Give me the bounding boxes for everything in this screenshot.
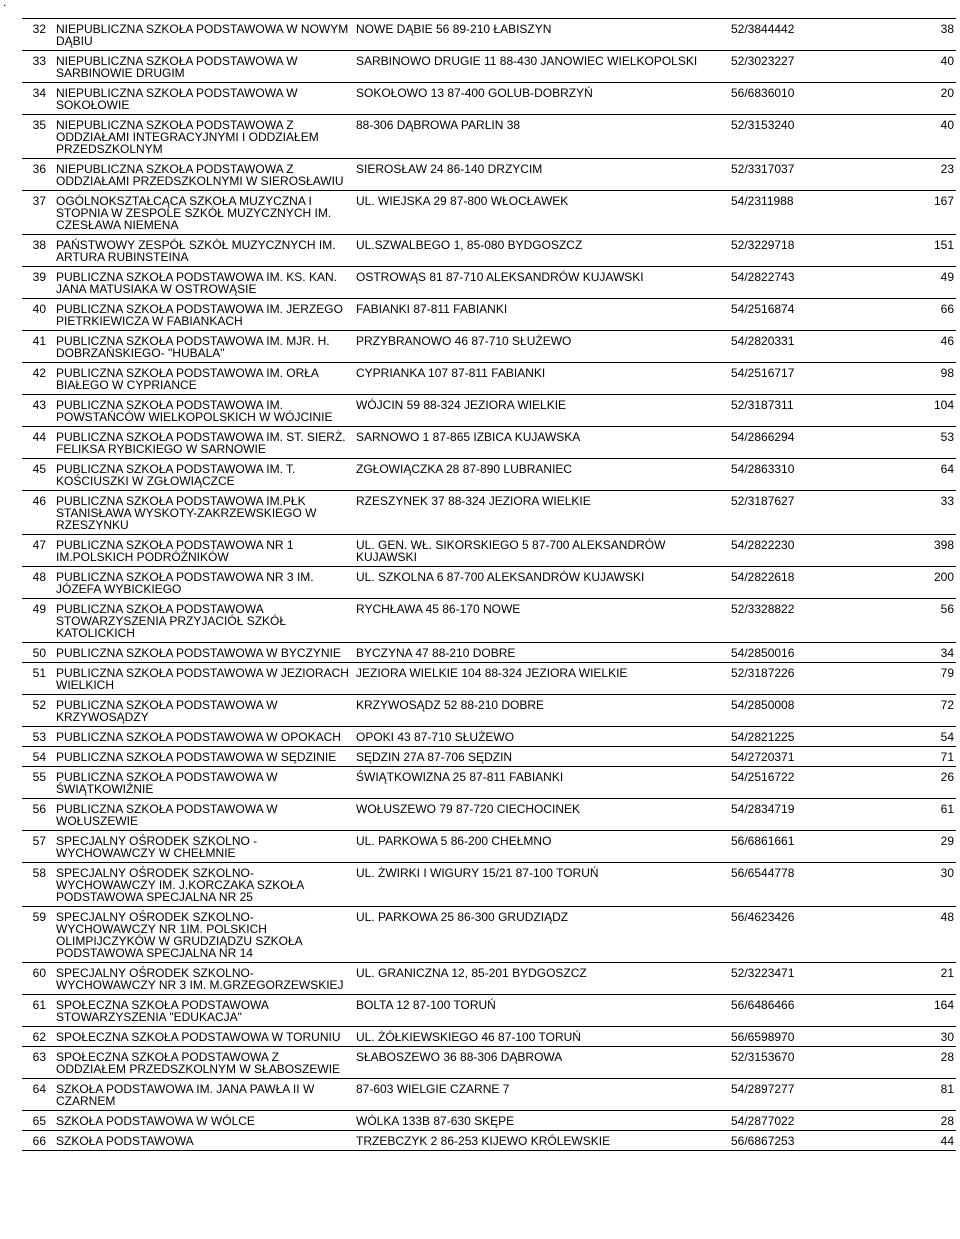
- school-address: TRZEBCZYK 2 86-253 KIJEWO KRÓLEWSKIE: [356, 1134, 611, 1148]
- row-number: 34: [32, 86, 46, 100]
- school-address: NOWE DĄBIE 56 89-210 ŁABISZYN: [356, 22, 552, 36]
- school-phone: 52/3187226: [731, 666, 795, 680]
- table-row: [22, 1131, 956, 1151]
- school-name: PAŃSTWOWY ZESPÓŁ SZKÓŁ MUZYCZNYCH IM. ARTURA RUBINSTEINA: [56, 238, 336, 264]
- student-count: 21: [940, 966, 954, 980]
- row-number: 56: [32, 802, 46, 816]
- school-name: PUBLICZNA SZKOŁA PODSTAWOWA W KRZYWOSĄDZY: [56, 698, 278, 724]
- school-address: SOKOŁOWO 13 87-400 GOLUB-DOBRZYŃ: [356, 86, 593, 100]
- school-name: SPOŁECZNA SZKOŁA PODSTAWOWA W TORUNIU: [56, 1030, 341, 1044]
- row-number: 58: [32, 866, 46, 880]
- school-name: PUBLICZNA SZKOŁA PODSTAWOWA STOWARZYSZENIA PRZYJACIÓŁ SZKÓŁ KATOLICKICH: [56, 602, 287, 640]
- row-number: 44: [32, 430, 46, 444]
- student-count: 33: [940, 494, 954, 508]
- student-count: 104: [933, 398, 954, 412]
- row-number: 36: [32, 162, 46, 176]
- school-name: SPECJALNY OŚRODEK SZKOLNO-WYCHOWAWCZY IM. J.KORCZAKA SZKOŁA PODSTAWOWA SPECJALNA NR 25: [56, 866, 304, 904]
- row-number: 62: [32, 1030, 46, 1044]
- row-number: 61: [32, 998, 46, 1012]
- school-name: NIEPUBLICZNA SZKOŁA PODSTAWOWA W SARBINOWIE DRUGIM: [56, 54, 298, 80]
- table-row: [22, 963, 956, 995]
- row-number: 65: [32, 1114, 46, 1128]
- student-count: 66: [940, 302, 954, 316]
- student-count: 64: [940, 462, 954, 476]
- schools-table: [22, 18, 956, 1151]
- school-phone: 56/6867253: [731, 1134, 795, 1148]
- school-phone: 52/3317037: [731, 162, 795, 176]
- school-name: OGÓLNOKSZTAŁCĄCA SZKOŁA MUZYCZNA I STOPNIA W ZESPOLE SZKÓŁ MUZYCZNYCH IM. CZESŁAWA NIEMENA: [56, 194, 332, 232]
- school-phone: 54/2822743: [731, 270, 795, 284]
- school-name: PUBLICZNA SZKOŁA PODSTAWOWA IM. ORŁA BIAŁEGO W CYPRIANCE: [56, 366, 319, 392]
- row-number: 32: [32, 22, 46, 36]
- student-count: 151: [933, 238, 954, 252]
- school-phone: 56/6836010: [731, 86, 795, 100]
- table-row: [22, 831, 956, 863]
- table-row: [22, 863, 956, 907]
- student-count: 71: [940, 750, 954, 764]
- school-phone: 54/2516722: [731, 770, 795, 784]
- table-row: [22, 747, 956, 767]
- school-address: ZGŁOWIĄCZKA 28 87-890 LUBRANIEC: [356, 462, 573, 476]
- school-name: PUBLICZNA SZKOŁA PODSTAWOWA IM. T. KOŚCIUSZKI W ZGŁOWIĄCZCE: [56, 462, 296, 488]
- school-name: PUBLICZNA SZKOŁA PODSTAWOWA NR 3 IM. JÓZEFA WYBICKIEGO: [56, 570, 314, 596]
- student-count: 34: [940, 646, 954, 660]
- row-number: 48: [32, 570, 46, 584]
- school-address: ŚWIĄTKOWIZNA 25 87-811 FABIANKI: [356, 770, 564, 784]
- school-phone: 56/6486466: [731, 998, 795, 1012]
- table-row: [22, 1079, 956, 1111]
- row-number: 59: [32, 910, 46, 924]
- school-phone: 52/3229718: [731, 238, 795, 252]
- school-address: SARNOWO 1 87-865 IZBICA KUJAWSKA: [356, 430, 581, 444]
- school-name: PUBLICZNA SZKOŁA PODSTAWOWA IM. JERZEGO PIETRKIEWICZA W FABIANKACH: [56, 302, 343, 328]
- row-number: 54: [32, 750, 46, 764]
- school-address: PRZYBRANOWO 46 87-710 SŁUŻEWO: [356, 334, 572, 348]
- school-name: PUBLICZNA SZKOŁA PODSTAWOWA IM.PŁK STANISŁAWA WYSKOTY-ZAKRZEWSKIEGO W RZESZYNKU: [56, 494, 317, 532]
- student-count: 28: [940, 1050, 954, 1064]
- page-marker: .: [3, 0, 7, 9]
- row-number: 57: [32, 834, 46, 848]
- student-count: 26: [940, 770, 954, 784]
- school-phone: 54/2850016: [731, 646, 795, 660]
- row-number: 53: [32, 730, 46, 744]
- school-name: PUBLICZNA SZKOŁA PODSTAWOWA W BYCZYNIE: [56, 646, 341, 660]
- student-count: 98: [940, 366, 954, 380]
- table-body: [22, 19, 956, 1151]
- row-number: 46: [32, 494, 46, 508]
- student-count: 49: [940, 270, 954, 284]
- table-row: [22, 331, 956, 363]
- school-address: UL. ŻWIRKI I WIGURY 15/21 87-100 TORUŃ: [356, 866, 599, 880]
- school-phone: 56/6598970: [731, 1030, 795, 1044]
- row-number: 49: [32, 602, 46, 616]
- student-count: 48: [940, 910, 954, 924]
- table-row: [22, 643, 956, 663]
- table-row: [22, 1027, 956, 1047]
- school-name: SPECJALNY OŚRODEK SZKOLNO-WYCHOWAWCZY NR 1IM. POLSKICH OLIMPIJCZYKÓW W GRUDZIĄDZU SZKOŁA PODSTAWOWA SPECJALNA NR 14: [56, 910, 303, 960]
- school-address: UL. ŻÓŁKIEWSKIEGO 46 87-100 TORUŃ: [356, 1030, 581, 1044]
- school-address: FABIANKI 87-811 FABIANKI: [356, 302, 508, 316]
- school-phone: 52/3187311: [731, 398, 794, 412]
- school-phone: 52/3153670: [731, 1050, 795, 1064]
- school-address: UL. GEN. WŁ. SIKORSKIEGO 5 87-700 ALEKSANDRÓW KUJAWSKI: [356, 538, 666, 564]
- row-number: 64: [32, 1082, 46, 1096]
- student-count: 40: [940, 54, 954, 68]
- school-phone: 54/2863310: [731, 462, 795, 476]
- row-number: 43: [32, 398, 46, 412]
- school-address: RZESZYNEK 37 88-324 JEZIORA WIELKIE: [356, 494, 591, 508]
- school-address: WÓLKA 133B 87-630 SKĘPE: [356, 1114, 515, 1128]
- row-number: 45: [32, 462, 46, 476]
- table-row: [22, 299, 956, 331]
- school-name: SZKOŁA PODSTAWOWA IM. JANA PAWŁA II W CZARNEM: [56, 1082, 315, 1108]
- table-row: [22, 459, 956, 491]
- table-row: [22, 159, 956, 191]
- table-row: [22, 363, 956, 395]
- school-phone: 52/3844442: [731, 22, 795, 36]
- row-number: 66: [32, 1134, 46, 1148]
- student-count: 30: [940, 1030, 954, 1044]
- row-number: 41: [32, 334, 46, 348]
- school-address: SARBINOWO DRUGIE 11 88-430 JANOWIEC WIELKOPOLSKI: [356, 54, 698, 68]
- school-name: PUBLICZNA SZKOŁA PODSTAWOWA IM. KS. KAN. JANA MATUSIAKA W OSTROWĄSIE: [56, 270, 337, 296]
- school-name: SPECJALNY OŚRODEK SZKOLNO-WYCHOWAWCZY NR 3 IM. M.GRZEGORZEWSKIEJ: [56, 966, 344, 992]
- school-name: NIEPUBLICZNA SZKOŁA PODSTAWOWA W NOWYM DĄBIU: [56, 22, 349, 48]
- student-count: 40: [940, 118, 954, 132]
- table-row: [22, 83, 956, 115]
- school-phone: 54/2516717: [731, 366, 795, 380]
- school-phone: 54/2877022: [731, 1114, 795, 1128]
- school-phone: 54/2720371: [731, 750, 795, 764]
- school-address: UL. GRANICZNA 12, 85-201 BYDGOSZCZ: [356, 966, 587, 980]
- table-row: [22, 115, 956, 159]
- school-name: PUBLICZNA SZKOŁA PODSTAWOWA NR 1 IM.POLSKICH PODRÓŻNIKÓW: [56, 538, 294, 564]
- school-phone: 52/3223471: [731, 966, 795, 980]
- school-address: BOLTA 12 87-100 TORUŃ: [356, 998, 496, 1012]
- school-name: NIEPUBLICZNA SZKOŁA PODSTAWOWA W SOKOŁOWIE: [56, 86, 298, 112]
- school-address: BYCZYNA 47 88-210 DOBRE: [356, 646, 516, 660]
- school-address: SĘDZIN 27A 87-706 SĘDZIN: [356, 750, 513, 764]
- school-phone: 54/2820331: [731, 334, 795, 348]
- school-address: CYPRIANKA 107 87-811 FABIANKI: [356, 366, 546, 380]
- school-address: OPOKI 43 87-710 SŁUŻEWO: [356, 730, 515, 744]
- table-row: [22, 491, 956, 535]
- table-row: [22, 427, 956, 459]
- school-address: 87-603 WIELGIE CZARNE 7: [356, 1082, 510, 1096]
- school-phone: 52/3153240: [731, 118, 795, 132]
- row-number: 51: [32, 666, 46, 680]
- student-count: 28: [940, 1114, 954, 1128]
- row-number: 55: [32, 770, 46, 784]
- row-number: 39: [32, 270, 46, 284]
- school-address: WÓJCIN 59 88-324 JEZIORA WIELKIE: [356, 398, 567, 412]
- school-name: SPOŁECZNA SZKOŁA PODSTAWOWA Z ODDZIAŁEM PRZEDSZKOLNYM W SŁABOSZEWIE: [56, 1050, 341, 1076]
- school-name: SZKOŁA PODSTAWOWA W WÓLCE: [56, 1114, 255, 1128]
- school-address: OSTROWĄS 81 87-710 ALEKSANDRÓW KUJAWSKI: [356, 270, 644, 284]
- table-row: [22, 235, 956, 267]
- school-name: PUBLICZNA SZKOŁA PODSTAWOWA IM. POWSTAŃCÓW WIELKOPOLSKICH W WÓJCINIE: [56, 398, 333, 424]
- row-number: 52: [32, 698, 46, 712]
- row-number: 38: [32, 238, 46, 252]
- table-row: [22, 995, 956, 1027]
- school-name: SPECJALNY OŚRODEK SZKOLNO - WYCHOWAWCZY W CHEŁMNIE: [56, 834, 258, 860]
- student-count: 56: [940, 602, 954, 616]
- school-name: NIEPUBLICZNA SZKOŁA PODSTAWOWA Z ODDZIAŁAMI INTEGRACYJNYMI I ODDZIAŁEM PRZEDSZKOLNYM: [56, 118, 319, 156]
- school-address: UL. PARKOWA 5 86-200 CHEŁMNO: [356, 834, 552, 848]
- school-address: JEZIORA WIELKIE 104 88-324 JEZIORA WIELKIE: [356, 666, 628, 680]
- student-count: 54: [940, 730, 954, 744]
- school-phone: 54/2516874: [731, 302, 795, 316]
- table-row: [22, 663, 956, 695]
- student-count: 46: [940, 334, 954, 348]
- school-address: SŁABOSZEWO 36 88-306 DĄBROWA: [356, 1050, 563, 1064]
- school-address: 88-306 DĄBROWA PARLIN 38: [356, 118, 521, 132]
- table-row: [22, 907, 956, 963]
- school-phone: 54/2821225: [731, 730, 795, 744]
- student-count: 79: [940, 666, 954, 680]
- school-phone: 54/2850008: [731, 698, 795, 712]
- student-count: 53: [940, 430, 954, 444]
- school-name: PUBLICZNA SZKOŁA PODSTAWOWA IM. ST. SIERŻ. FELIKSA RYBICKIEGO W SARNOWIE: [56, 430, 346, 456]
- table-row: [22, 51, 956, 83]
- school-address: UL. WIEJSKA 29 87-800 WŁOCŁAWEK: [356, 194, 569, 208]
- row-number: 40: [32, 302, 46, 316]
- student-count: 200: [933, 570, 954, 584]
- school-phone: 56/4623426: [731, 910, 795, 924]
- table-row: [22, 767, 956, 799]
- table-row: [22, 567, 956, 599]
- student-count: 72: [940, 698, 954, 712]
- row-number: 47: [32, 538, 46, 552]
- table-row: [22, 799, 956, 831]
- school-phone: 54/2866294: [731, 430, 795, 444]
- school-address: WOŁUSZEWO 79 87-720 CIECHOCINEK: [356, 802, 581, 816]
- school-phone: 52/3023227: [731, 54, 795, 68]
- school-phone: 56/6861661: [731, 834, 795, 848]
- school-address: UL.SZWALBEGO 1, 85-080 BYDGOSZCZ: [356, 238, 583, 252]
- school-name: PUBLICZNA SZKOŁA PODSTAWOWA W JEZIORACH WIELKICH: [56, 666, 349, 692]
- student-count: 167: [933, 194, 954, 208]
- student-count: 23: [940, 162, 954, 176]
- school-name: PUBLICZNA SZKOŁA PODSTAWOWA W ŚWIĄTKOWIŹNIE: [56, 770, 278, 796]
- student-count: 398: [933, 538, 954, 552]
- school-name: SZKOŁA PODSTAWOWA: [56, 1134, 194, 1148]
- school-phone: 54/2311988: [731, 194, 794, 208]
- school-name: NIEPUBLICZNA SZKOŁA PODSTAWOWA Z ODDZIAŁAMI PRZEDSZKOLNYMI W SIEROSŁAWIU: [56, 162, 344, 188]
- table-row: [22, 695, 956, 727]
- school-address: RYCHŁAWA 45 86-170 NOWE: [356, 602, 521, 616]
- row-number: 50: [32, 646, 46, 660]
- table-row: [22, 599, 956, 643]
- student-count: 29: [940, 834, 954, 848]
- school-phone: 54/2834719: [731, 802, 795, 816]
- school-name: PUBLICZNA SZKOŁA PODSTAWOWA W SĘDZINIE: [56, 750, 337, 764]
- student-count: 20: [940, 86, 954, 100]
- table-row: [22, 1111, 956, 1131]
- school-phone: 52/3328822: [731, 602, 795, 616]
- school-phone: 54/2897277: [731, 1082, 795, 1096]
- student-count: 81: [940, 1082, 954, 1096]
- row-number: 37: [32, 194, 46, 208]
- school-address: KRZYWOSĄDZ 52 88-210 DOBRE: [356, 698, 545, 712]
- student-count: 164: [933, 998, 954, 1012]
- row-number: 35: [32, 118, 46, 132]
- table-row: [22, 191, 956, 235]
- school-phone: 54/2822230: [731, 538, 795, 552]
- school-phone: 54/2822618: [731, 570, 795, 584]
- student-count: 44: [940, 1134, 954, 1148]
- table-row: [22, 19, 956, 51]
- student-count: 30: [940, 866, 954, 880]
- school-name: SPOŁECZNA SZKOŁA PODSTAWOWA STOWARZYSZENIA "EDUKACJA": [56, 998, 269, 1024]
- table-row: [22, 1047, 956, 1079]
- school-address: SIEROSŁAW 24 86-140 DRZYCIM: [356, 162, 543, 176]
- school-name: PUBLICZNA SZKOŁA PODSTAWOWA W OPOKACH: [56, 730, 341, 744]
- row-number: 42: [32, 366, 46, 380]
- school-address: UL. SZKOLNA 6 87-700 ALEKSANDRÓW KUJAWSKI: [356, 570, 645, 584]
- school-phone: 52/3187627: [731, 494, 795, 508]
- school-address: UL. PARKOWA 25 86-300 GRUDZIĄDZ: [356, 910, 569, 924]
- table-row: [22, 535, 956, 567]
- table-row: [22, 727, 956, 747]
- school-phone: 56/6544778: [731, 866, 795, 880]
- student-count: 61: [940, 802, 954, 816]
- table-row: [22, 395, 956, 427]
- row-number: 63: [32, 1050, 46, 1064]
- school-name: PUBLICZNA SZKOŁA PODSTAWOWA IM. MJR. H. DOBRZAŃSKIEGO- "HUBALA": [56, 334, 330, 360]
- row-number: 60: [32, 966, 46, 980]
- row-number: 33: [32, 54, 46, 68]
- student-count: 38: [940, 22, 954, 36]
- table-row: [22, 267, 956, 299]
- school-name: PUBLICZNA SZKOŁA PODSTAWOWA W WOŁUSZEWIE: [56, 802, 278, 828]
